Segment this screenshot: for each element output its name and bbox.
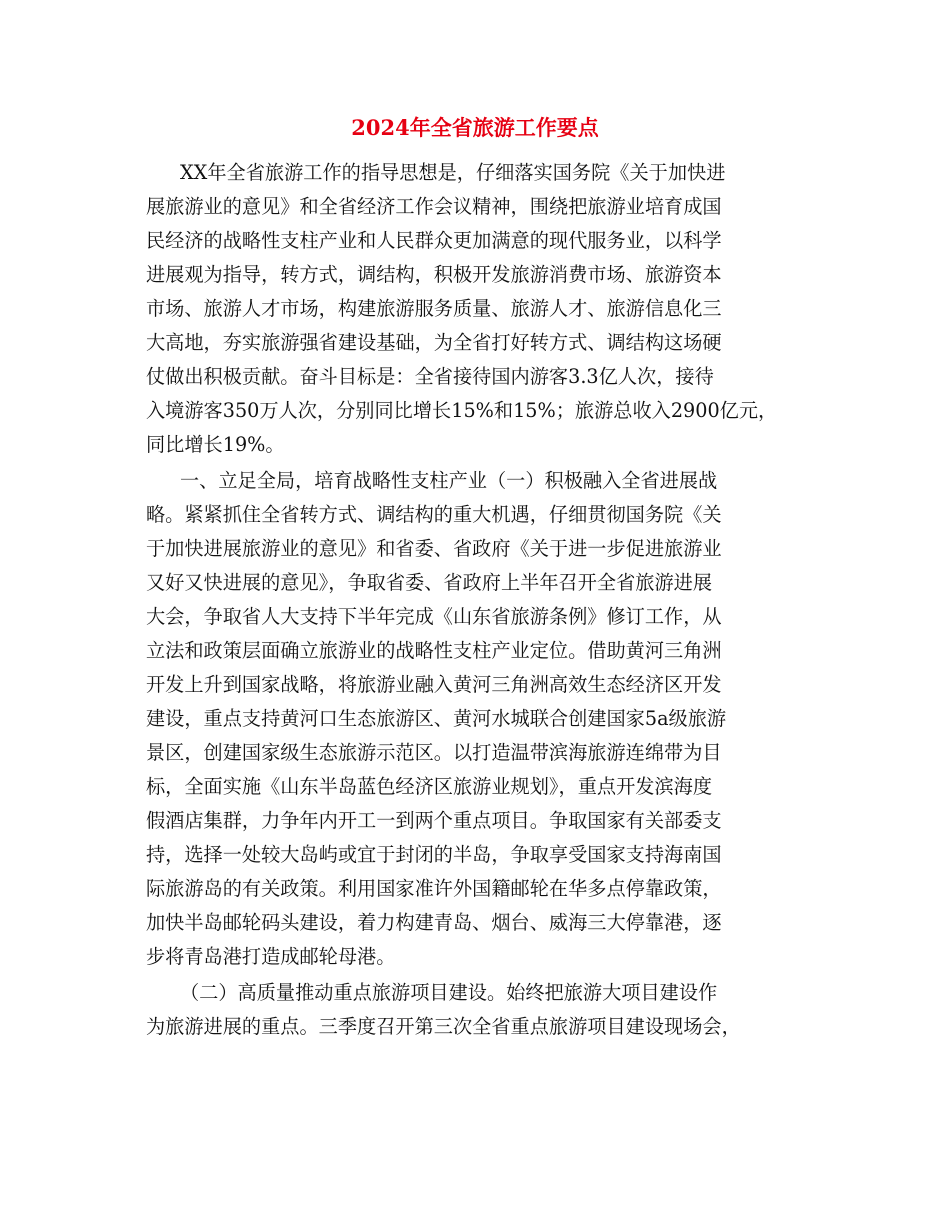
- paragraph-line: 于加快进展旅游业的意见》和省委、省政府《关于进一步促进旅游业: [146, 537, 722, 560]
- paragraph-line: XX年全省旅游工作的指导思想是，仔细落实国务院《关于加快进: [180, 161, 726, 184]
- paragraph-line: 假酒店集群，力争年内开工一到两个重点项目。争取国家有关部委支: [146, 809, 722, 832]
- paragraph-line: 步将青岛港打造成邮轮母港。: [146, 945, 396, 968]
- paragraph-line: 仗做出积极贡献。奋斗目标是：全省接待国内游客3.3亿人次，接待: [146, 365, 714, 388]
- paragraph-line: 略。紧紧抓住全省转方式、调结构的重大机遇，仔细贯彻国务院《关: [146, 503, 722, 526]
- paragraph-line: 标，全面实施《山东半岛蓝色经济区旅游业规划》，重点开发滨海度: [146, 775, 713, 798]
- paragraph-line: 市场、旅游人才市场，构建旅游服务质量、旅游人才、旅游信息化三: [146, 297, 722, 320]
- paragraph-line: （二）高质量推动重点旅游项目建设。始终把旅游大项目建设作: [180, 981, 718, 1004]
- paragraph-line: 大高地，夯实旅游强省建设基础，为全省打好转方式、调结构这场硬: [146, 331, 722, 354]
- paragraph-line: 为旅游进展的重点。三季度召开第三次全省重点旅游项目建设现场会，: [146, 1015, 741, 1038]
- paragraph-line: 同比增长19%。: [146, 433, 285, 456]
- paragraph-line: 景区，创建国家级生态旅游示范区。以打造温带滨海旅游连绵带为目: [146, 741, 722, 764]
- paragraph-line: 进展观为指导，转方式，调结构，积极开发旅游消费市场、旅游资本: [146, 263, 722, 286]
- paragraph-line: 建设，重点支持黄河口生态旅游区、黄河水城联合创建国家5a级旅游: [146, 707, 727, 730]
- paragraph-line: 际旅游岛的有关政策。利用国家准许外国籍邮轮在华多点停靠政策，: [146, 877, 722, 900]
- paragraph-line: 展旅游业的意见》和全省经济工作会议精神，围绕把旅游业培育成国: [146, 195, 722, 218]
- paragraph-line: 加快半岛邮轮码头建设，着力构建青岛、烟台、威海三大停靠港，逐: [146, 911, 722, 934]
- paragraph-line: 大会，争取省人大支持下半年完成《山东省旅游条例》修订工作，从: [146, 605, 722, 628]
- document-title: 2024年全省旅游工作要点: [351, 115, 599, 140]
- paragraph-line: 入境游客350万人次，分别同比增长15%和15%；旅游总收入2900亿元，: [146, 399, 778, 422]
- paragraph-line: 民经济的战略性支柱产业和人民群众更加满意的现代服务业，以科学: [146, 229, 722, 252]
- paragraph-line: 一、立足全局，培育战略性支柱产业（一）积极融入全省进展战: [180, 469, 718, 492]
- paragraph-line: 又好又快进展的意见》，争取省委、省政府上半年召开全省旅游进展: [146, 571, 713, 594]
- paragraph-line: 立法和政策层面确立旅游业的战略性支柱产业定位。借助黄河三角洲: [146, 639, 722, 662]
- paragraph-line: 持，选择一处较大岛屿或宜于封闭的半岛，争取享受国家支持海南国: [146, 843, 722, 866]
- paragraph-line: 开发上升到国家战略，将旅游业融入黄河三角洲高效生态经济区开发: [146, 673, 722, 696]
